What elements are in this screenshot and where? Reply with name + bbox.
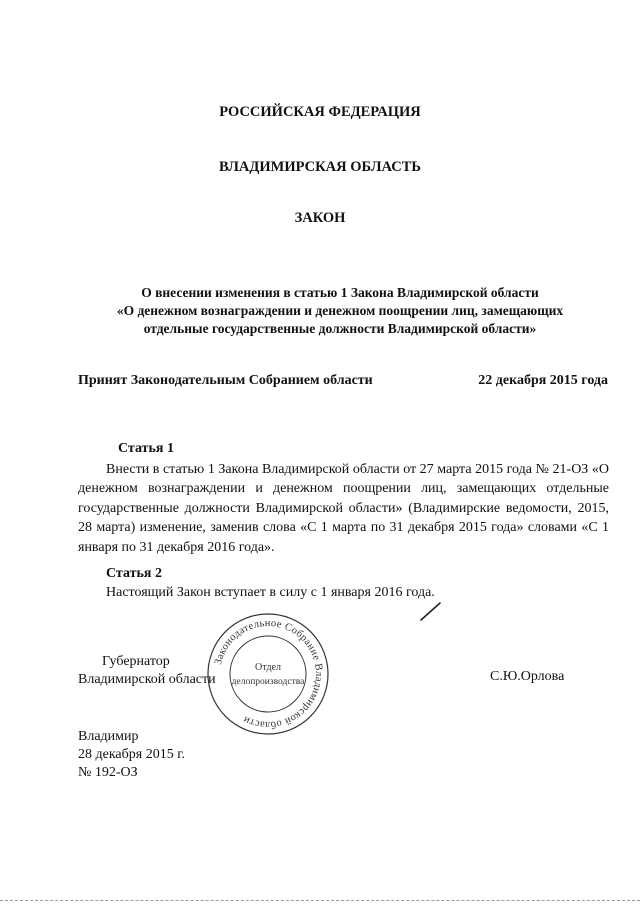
article-2-text: Настоящий Закон вступает в силу с 1 января 2016 года. <box>106 585 435 600</box>
official-stamp-seal <box>204 610 332 738</box>
signatory-name: С.Ю.Орлова <box>490 669 565 684</box>
article-2-heading: Статья 2 <box>106 566 162 581</box>
article-1-body <box>78 460 609 557</box>
article-1-text: Внести в статью 1 Закона Владимирской области от 27 марта 2015 года № 21-ОЗ «О денежном вознаграждении и денежном поощрении лиц, замещающих отдельные государственные должности Владимирской области» (Владимирские ведомости, 2015, 28 марта) изменение, заменив слова «С 1 марта по 31 декабря 2015 года» словами «С 1 января по 31 декабря 2016 года». <box>78 462 609 555</box>
doc-type-heading: ЗАКОН <box>294 210 346 226</box>
stamp-inner-line: Отдел <box>255 662 281 673</box>
footer-date: 28 декабря 2015 г. <box>78 747 185 762</box>
signature-tick-mark <box>418 600 444 622</box>
signatory-title-line1: Губернатор <box>102 654 170 669</box>
page-bottom-edge <box>0 900 640 902</box>
adopted-by: Принят Законодательным Собранием области <box>78 373 373 388</box>
law-title-line: О внесении изменения в статью 1 Закона Владимирской области <box>141 285 539 300</box>
law-title-line: «О денежном вознаграждении и денежном поощрении лиц, замещающих <box>116 303 564 318</box>
adoption-line <box>78 373 608 389</box>
stamp-ring-text: Законодательное Собрание Владимирской области <box>213 617 325 731</box>
signatory-title-line2: Владимирской области <box>78 672 216 687</box>
footer-city: Владимир <box>78 729 139 744</box>
law-title <box>60 284 620 338</box>
stamp-inner-line: делопроизводства <box>231 677 305 687</box>
country-heading: РОССИЙСКАЯ ФЕДЕРАЦИЯ <box>219 104 421 120</box>
footer-number: № 192-ОЗ <box>78 765 138 780</box>
region-heading: ВЛАДИМИРСКАЯ ОБЛАСТЬ <box>219 159 421 175</box>
law-title-line: отдельные государственные должности Владимирской области» <box>143 321 537 336</box>
adoption-date: 22 декабря 2015 года <box>478 373 608 388</box>
article-1-heading: Статья 1 <box>118 441 174 456</box>
